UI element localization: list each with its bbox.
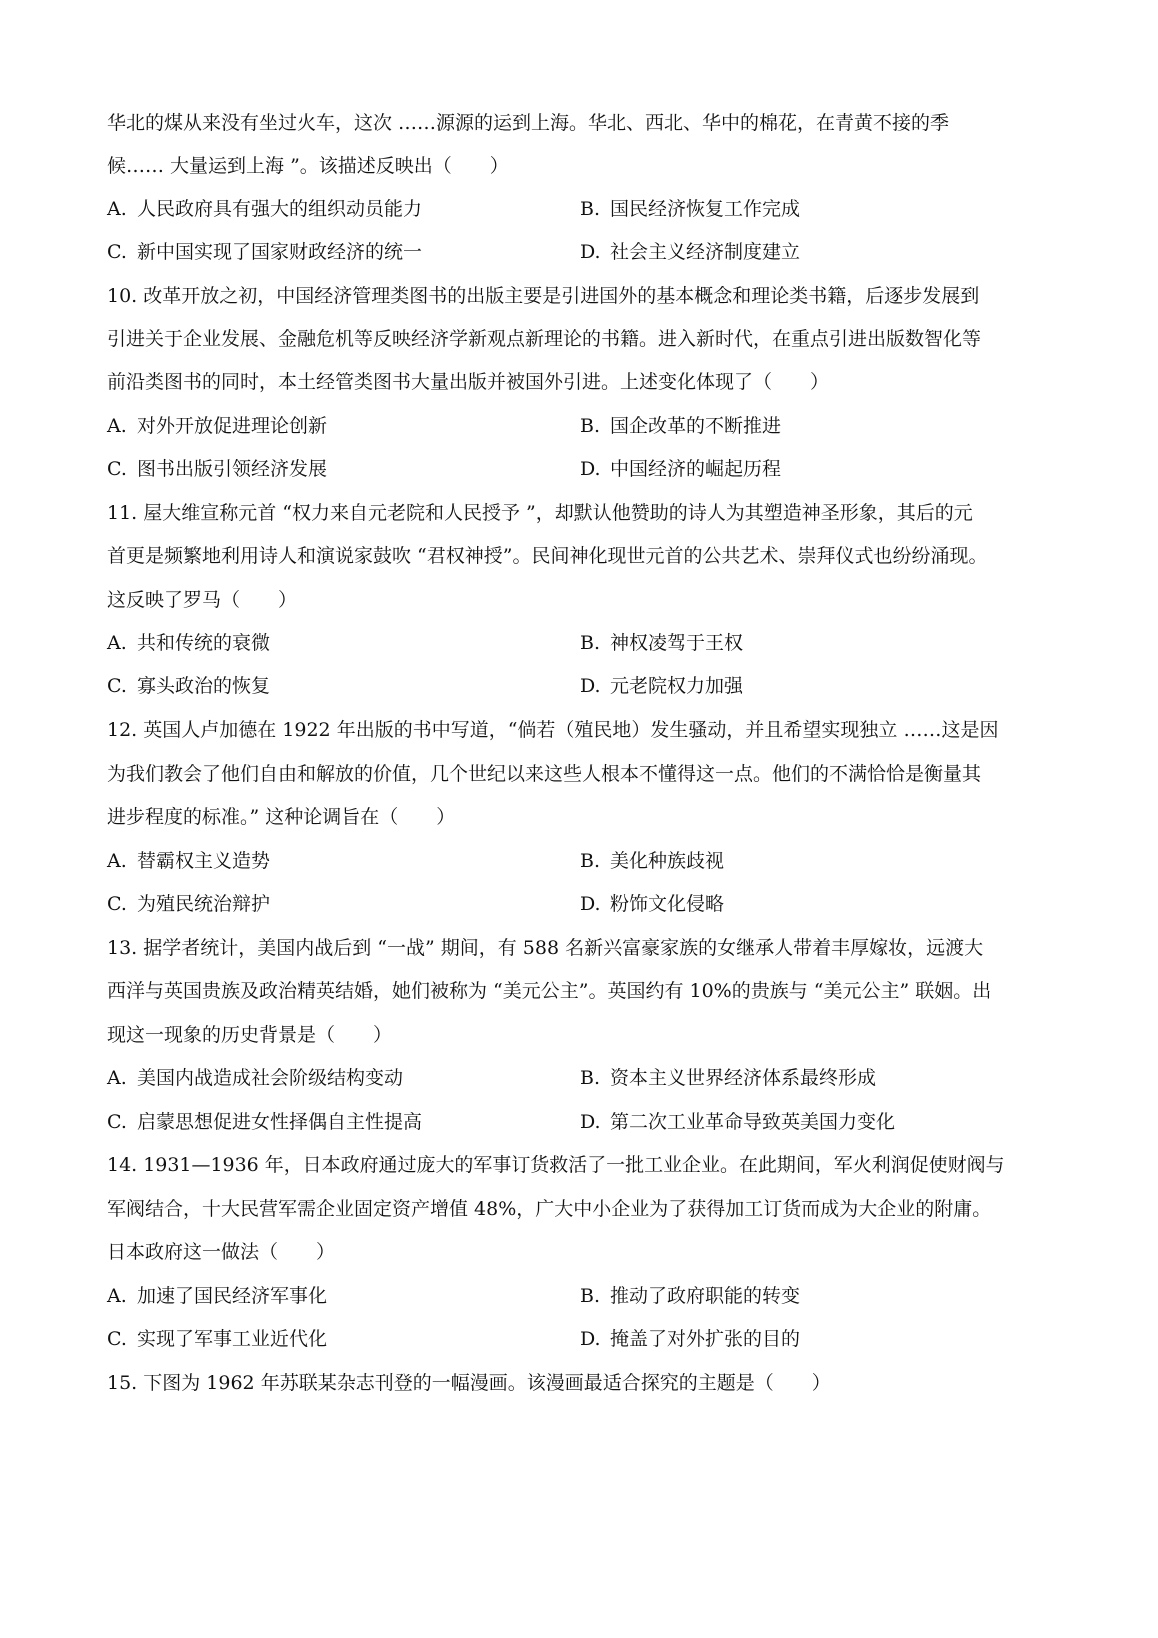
q9-stem-line-2: 候…… 大量运到上海 ”。该描述反映出（ ） [107,155,509,177]
option-text: 人民政府具有强大的组织动员能力 [137,198,423,220]
option-letter: B. [580,632,601,654]
option-letter: C. [107,458,127,480]
option-text: 中国经济的崛起历程 [610,458,782,480]
q11-stem-line-2: 首更是频繁地利用诗人和演说家鼓吹 “君权神授”。民间神化现世元首的公共艺术、崇拜仪式也纷纷涌现。 [107,545,988,567]
q11-stem-line-3: 这反映了罗马（ ） [107,589,298,611]
option-letter: B. [580,850,601,872]
option-text: 推动了政府职能的转变 [610,1285,801,1307]
option-text: 实现了军事工业近代化 [137,1328,328,1350]
q10-stem-line-1: 10. 改革开放之初，中国经济管理类图书的出版主要是引进国外的基本概念和理论类书籍，后逐步发展到 [107,285,980,307]
q11-option-b [580,631,743,655]
q10-option-c [107,457,327,481]
q10-stem-line-2: 引进关于企业发展、金融危机等反映经济学新观点新理论的书籍。进入新时代，在重点引进出版数智化等 [107,328,982,350]
option-text: 社会主义经济制度建立 [610,241,801,263]
option-text: 粉饰文化侵略 [610,893,725,915]
option-text: 图书出版引领经济发展 [137,458,328,480]
option-letter: B. [580,415,601,437]
q13-option-a [107,1066,403,1090]
option-letter: A. [107,632,127,654]
option-text: 资本主义世界经济体系最终形成 [610,1067,877,1089]
option-text: 第二次工业革命导致英美国力变化 [610,1111,896,1133]
q13-stem-line-3: 现这一现象的历史背景是（ ） [107,1024,393,1046]
option-letter: A. [107,415,127,437]
option-letter: D. [580,1111,601,1133]
q14-stem-line-3: 日本政府这一做法（ ） [107,1241,336,1263]
option-letter: A. [107,1067,127,1089]
q14-option-c [107,1327,327,1351]
q11-option-d [580,674,743,698]
option-letter: B. [580,1067,601,1089]
q11-option-a [107,631,270,655]
option-letter: C. [107,675,127,697]
q13-stem-line-2: 西洋与英国贵族及政治精英结婚，她们被称为 “美元公主”。英国约有 10%的贵族与 “美元公主” 联姻。出 [107,980,992,1002]
option-letter: D. [580,893,601,915]
option-text: 国企改革的不断推进 [610,415,782,437]
q11-option-c [107,674,270,698]
q9-option-b [580,197,800,221]
q12-stem-line-2: 为我们教会了他们自由和解放的价值，几个世纪以来这些人根本不懂得这一点。他们的不满恰恰是衡量其 [107,763,982,785]
q12-stem-line-3: 进步程度的标准。” 这种论调旨在（ ） [107,806,456,828]
q12-option-d [580,892,724,916]
option-text: 共和传统的衰微 [137,632,271,654]
q10-option-b [580,414,781,438]
q13-option-c [107,1110,422,1134]
option-letter: C. [107,1111,127,1133]
option-text: 掩盖了对外扩张的目的 [610,1328,801,1350]
q14-option-b [580,1284,800,1308]
option-letter: C. [107,241,127,263]
q13-stem-line-1: 13. 据学者统计，美国内战后到 “一战” 期间，有 588 名新兴富豪家族的女继承人带着丰厚嫁妆，远渡大 [107,937,984,959]
option-text: 美国内战造成社会阶级结构变动 [137,1067,404,1089]
option-text: 美化种族歧视 [610,850,725,872]
q10-option-a [107,414,327,438]
option-text: 国民经济恢复工作完成 [610,198,801,220]
option-text: 启蒙思想促进女性择偶自主性提高 [137,1111,423,1133]
option-letter: C. [107,893,127,915]
option-letter: B. [580,1285,601,1307]
q14-stem-line-1: 14. 1931—1936 年，日本政府通过庞大的军事订货救活了一批工业企业。在此期间，军火利润促使财阀与 [107,1154,1005,1176]
q12-stem-line-1: 12. 英国人卢加德在 1922 年出版的书中写道，“倘若（殖民地）发生骚动，并且希望实现独立 ……这是因 [107,719,999,741]
option-letter: D. [580,241,601,263]
q12-option-a [107,849,270,873]
q14-option-d [580,1327,800,1351]
option-text: 新中国实现了国家财政经济的统一 [137,241,423,263]
option-text: 对外开放促进理论创新 [137,415,328,437]
q12-option-b [580,849,724,873]
option-letter: A. [107,198,127,220]
option-text: 替霸权主义造势 [137,850,271,872]
q12-option-c [107,892,270,916]
option-letter: D. [580,458,601,480]
q14-option-a [107,1284,327,1308]
q9-option-c [107,240,422,264]
option-letter: A. [107,1285,127,1307]
option-text: 加速了国民经济军事化 [137,1285,328,1307]
q10-stem-line-3: 前沿类图书的同时，本土经管类图书大量出版并被国外引进。上述变化体现了（ ） [107,371,830,393]
q10-option-d [580,457,781,481]
option-text: 元老院权力加强 [610,675,744,697]
q11-stem-line-1: 11. 屋大维宣称元首 “权力来自元老院和人民授予 ”，却默认他赞助的诗人为其塑造神圣形象，其后的元 [107,502,973,524]
option-letter: D. [580,675,601,697]
option-letter: B. [580,198,601,220]
q13-option-b [580,1066,876,1090]
option-text: 为殖民统治辩护 [137,893,271,915]
q15-stem-line-1: 15. 下图为 1962 年苏联某杂志刊登的一幅漫画。该漫画最适合探究的主题是（ ） [107,1372,831,1394]
option-letter: C. [107,1328,127,1350]
option-letter: D. [580,1328,601,1350]
q13-option-d [580,1110,895,1134]
option-text: 神权凌驾于王权 [610,632,744,654]
q9-option-d [580,240,800,264]
option-text: 寡头政治的恢复 [137,675,271,697]
option-letter: A. [107,850,127,872]
q14-stem-line-2: 军阀结合，十大民营军需企业固定资产增值 48%，广大中小企业为了获得加工订货而成为大企业的附庸。 [107,1198,992,1220]
q9-option-a [107,197,422,221]
q9-stem-line-1: 华北的煤从来没有坐过火车，这次 ……源源的运到上海。华北、西北、华中的棉花，在青黄不接的季 [107,112,950,134]
